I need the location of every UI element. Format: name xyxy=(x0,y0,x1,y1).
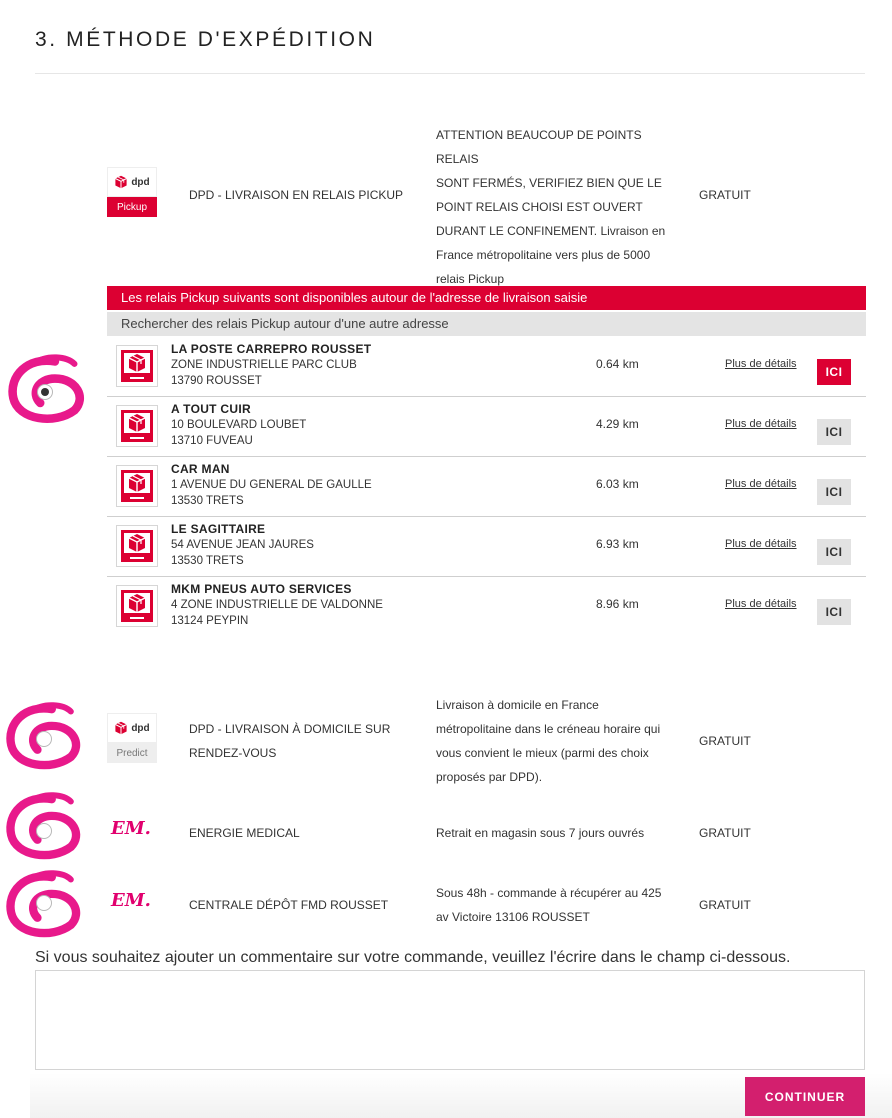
relay-select-button[interactable]: ICI xyxy=(817,359,851,385)
dpd-cube-icon xyxy=(114,175,128,189)
dpd-predict-logo xyxy=(107,713,157,763)
method-name-line: RENDEZ-VOUS xyxy=(189,746,277,760)
relay-distance: 8.96 km xyxy=(596,597,639,611)
method-description xyxy=(436,821,644,845)
continue-button[interactable]: CONTINUER xyxy=(745,1077,865,1116)
relay-city: 13124 PEYPIN xyxy=(171,615,249,627)
relay-address: ZONE INDUSTRIELLE PARC CLUB xyxy=(171,359,357,371)
description-line: SONT FERMÉS, VERIFIEZ BIEN QUE LE xyxy=(436,176,662,190)
relay-address: 4 ZONE INDUSTRIELLE DE VALDONNE xyxy=(171,599,383,611)
energie-medical-logo: EM. xyxy=(111,818,151,839)
description-line: relais Pickup xyxy=(436,272,505,286)
dpd-brand-text: dpd xyxy=(131,176,150,188)
pickup-point-icon xyxy=(116,345,158,387)
dpd-brand-text: dpd xyxy=(131,722,150,734)
relay-name: LA POSTE CARREPRO ROUSSET xyxy=(171,342,372,356)
relay-city: 13530 TRETS xyxy=(171,555,244,567)
relay-city: 13790 ROUSSET xyxy=(171,375,262,387)
relay-name: LE SAGITTAIRE xyxy=(171,522,266,536)
relay-details-link[interactable]: Plus de détails xyxy=(725,478,797,490)
method-name: ENERGIE MEDICAL xyxy=(189,826,300,840)
relay-name: CAR MAN xyxy=(171,462,230,476)
method-name xyxy=(189,717,390,765)
relay-row[interactable] xyxy=(107,457,866,517)
description-line: av Victoire 13106 ROUSSET xyxy=(436,910,590,924)
relay-row[interactable] xyxy=(107,337,866,397)
relay-city: 13710 FUVEAU xyxy=(171,435,253,447)
search-other-address-link[interactable]: Rechercher des relais Pickup autour d'une autre adresse xyxy=(107,312,866,336)
description-line: DURANT LE CONFINEMENT. Livraison en xyxy=(436,224,666,238)
method-price: GRATUIT xyxy=(699,898,751,912)
relay-name: MKM PNEUS AUTO SERVICES xyxy=(171,582,352,596)
relay-details-link[interactable]: Plus de détails xyxy=(725,598,797,610)
pickup-point-icon xyxy=(116,525,158,567)
relay-row[interactable] xyxy=(107,517,866,577)
pickup-banner: Les relais Pickup suivants sont disponibles autour de l'adresse de livraison saisie xyxy=(107,286,866,310)
relay-select-button[interactable]: ICI xyxy=(817,539,851,565)
pickup-point-icon xyxy=(116,465,158,507)
method-description xyxy=(436,123,686,291)
shipping-method-radio[interactable] xyxy=(36,895,52,911)
shipping-method-radio[interactable] xyxy=(36,823,52,839)
relay-select-button[interactable]: ICI xyxy=(817,419,851,445)
relay-address: 10 BOULEVARD LOUBET xyxy=(171,419,307,431)
description-line: Sous 48h - commande à récupérer au 425 xyxy=(436,886,662,900)
comment-textarea[interactable] xyxy=(35,970,865,1070)
energie-medical-logo: EM. xyxy=(111,890,151,911)
method-name: DPD - LIVRAISON EN RELAIS PICKUP xyxy=(189,188,404,202)
relay-details-link[interactable]: Plus de détails xyxy=(725,358,797,370)
relay-details-link[interactable]: Plus de détails xyxy=(725,538,797,550)
dpd-pickup-logo xyxy=(107,167,157,217)
dpd-logo-subtitle: Predict xyxy=(107,743,157,763)
dpd-cube-icon xyxy=(114,721,128,735)
description-line: Livraison à domicile en France xyxy=(436,698,599,712)
title-divider xyxy=(35,73,865,74)
method-price: GRATUIT xyxy=(699,826,751,840)
method-name-line: DPD - LIVRAISON À DOMICILE SUR xyxy=(189,722,391,736)
comment-label: Si vous souhaitez ajouter un commentaire sur votre commande, veuillez l'écrire dans le champ ci-dessous. xyxy=(35,949,791,966)
relay-select-button[interactable]: ICI xyxy=(817,599,851,625)
relay-row[interactable] xyxy=(107,577,866,637)
relay-address: 1 AVENUE DU GENERAL DE GAULLE xyxy=(171,479,372,491)
dpd-logo-subtitle: Pickup xyxy=(107,197,157,217)
relay-row[interactable] xyxy=(107,397,866,457)
section-title: 3. MÉTHODE D'EXPÉDITION xyxy=(35,28,376,51)
method-price: GRATUIT xyxy=(699,734,751,748)
relay-select-button[interactable]: ICI xyxy=(817,479,851,505)
shipping-method-radio[interactable] xyxy=(36,731,52,747)
relay-details-link[interactable]: Plus de détails xyxy=(725,418,797,430)
relay-distance: 6.03 km xyxy=(596,477,639,491)
pickup-point-icon xyxy=(116,405,158,447)
description-line: POINT RELAIS CHOISI EST OUVERT xyxy=(436,200,643,214)
shipping-method-radio[interactable] xyxy=(37,384,53,400)
description-line: ATTENTION BEAUCOUP DE POINTS RELAIS xyxy=(436,128,642,166)
pickup-point-icon xyxy=(116,585,158,627)
relay-distance: 6.93 km xyxy=(596,537,639,551)
description-line: vous convient le mieux (parmi des choix xyxy=(436,746,649,760)
method-name: CENTRALE DÉPÔT FMD ROUSSET xyxy=(189,898,389,912)
method-price: GRATUIT xyxy=(699,188,751,202)
relay-address: 54 AVENUE JEAN JAURES xyxy=(171,539,314,551)
relay-distance: 0.64 km xyxy=(596,357,639,371)
description-line: Retrait en magasin sous 7 jours ouvrés xyxy=(436,826,645,840)
method-description xyxy=(436,693,696,789)
method-description xyxy=(436,881,696,929)
relay-name: A TOUT CUIR xyxy=(171,402,251,416)
description-line: métropolitaine dans le créneau horaire qui xyxy=(436,722,661,736)
description-line: proposés par DPD). xyxy=(436,770,543,784)
description-line: France métropolitaine vers plus de 5000 xyxy=(436,248,651,262)
relay-city: 13530 TRETS xyxy=(171,495,244,507)
relay-distance: 4.29 km xyxy=(596,417,639,431)
